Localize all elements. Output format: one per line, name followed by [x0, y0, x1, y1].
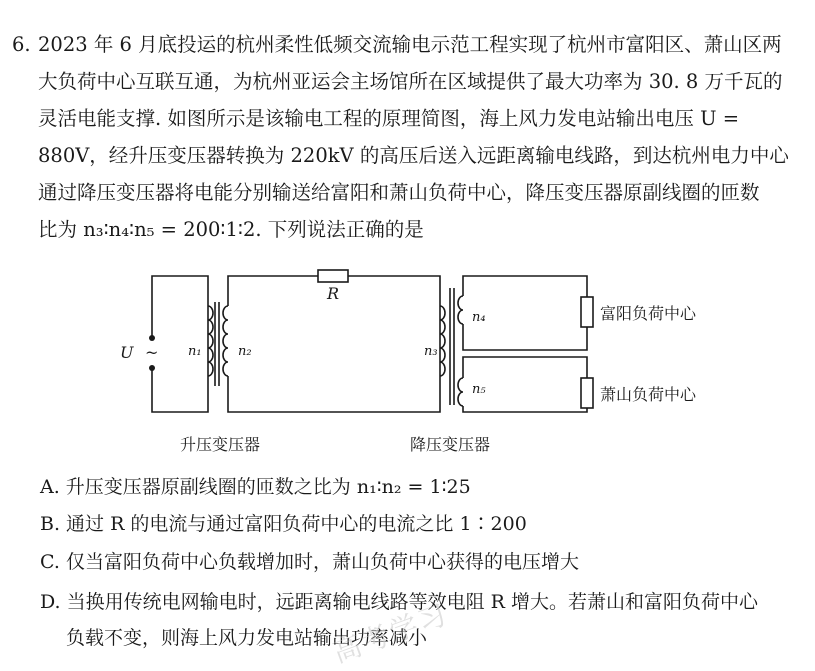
xiaoshan-loop-2 — [463, 406, 587, 412]
option-d-line-1[interactable]: D. 当换用传统电网输电时，远距离输电线路等效电阻 R 增大。若萧山和富阳负荷中心 — [40, 591, 759, 613]
xiaoshan-loop — [463, 357, 587, 378]
question-number: 6. — [12, 33, 31, 56]
question-line-6: 比为 n₃∶n₄∶n₅ = 200∶1∶2. 下列说法正确的是 — [38, 218, 424, 241]
option-c[interactable]: C. 仅当富阳负荷中心负载增加时，萧山负荷中心获得的电压增大 — [40, 551, 579, 573]
label-n1: n₁ — [188, 344, 202, 359]
fuyang-loop — [463, 276, 587, 297]
coil-n5 — [458, 378, 463, 406]
coil-n2 — [223, 306, 228, 376]
label-step-up: 升压变压器 — [180, 435, 261, 454]
label-ac-source: ~ — [145, 343, 159, 362]
option-b[interactable]: B. 通过 R 的电流与通过富阳负荷中心的电流之比 1∶200 — [40, 513, 527, 535]
label-n3: n₃ — [424, 344, 438, 359]
fuyang-loop-2 — [463, 324, 587, 350]
transmission-line — [228, 276, 318, 306]
option-d-line-2[interactable]: 负载不变，则海上风力发电站输出功率减小 — [66, 627, 428, 649]
label-r: R — [327, 284, 340, 303]
resistor-r — [318, 270, 348, 282]
source-terminal-bottom — [149, 365, 155, 371]
label-step-down: 降压变压器 — [410, 435, 491, 454]
question-line-2: 大负荷中心互联互通，为杭州亚运会主场馆所在区域提供了最大功率为 30. 8 万千瓦的 — [38, 70, 783, 93]
label-fuyang-load: 富阳负荷中心 — [600, 304, 697, 323]
label-n4: n₄ — [472, 310, 486, 325]
label-u: U — [120, 343, 134, 362]
xiaoshan-load — [581, 378, 593, 408]
option-a[interactable]: A. 升压变压器原副线圈的匝数之比为 n₁∶n₂ = 1∶25 — [40, 476, 471, 498]
fuyang-load — [581, 297, 593, 327]
coil-n4 — [458, 296, 463, 324]
question-line-5: 通过降压变压器将电能分别输送给富阳和萧山负荷中心，降压变压器原副线圈的匝数 — [38, 181, 760, 204]
label-n2: n₂ — [238, 344, 252, 359]
watermark: 高考学习 — [328, 597, 453, 670]
source-terminal-top — [149, 335, 155, 341]
question-line-3: 灵活电能支撑. 如图所示是该输电工程的原理简图，海上风力发电站输出电压 U = — [38, 107, 740, 130]
question-line-1: 2023 年 6 月底投运的杭州柔性低频交流输电示范工程实现了杭州市富阳区、萧山区两 — [38, 33, 782, 56]
label-n5: n₅ — [472, 382, 486, 397]
question-line-4: 880V，经升压变压器转换为 220kV 的高压后送入远距离输电线路，到达杭州电力中心 — [38, 144, 789, 167]
label-xiaoshan-load: 萧山负荷中心 — [600, 385, 697, 404]
